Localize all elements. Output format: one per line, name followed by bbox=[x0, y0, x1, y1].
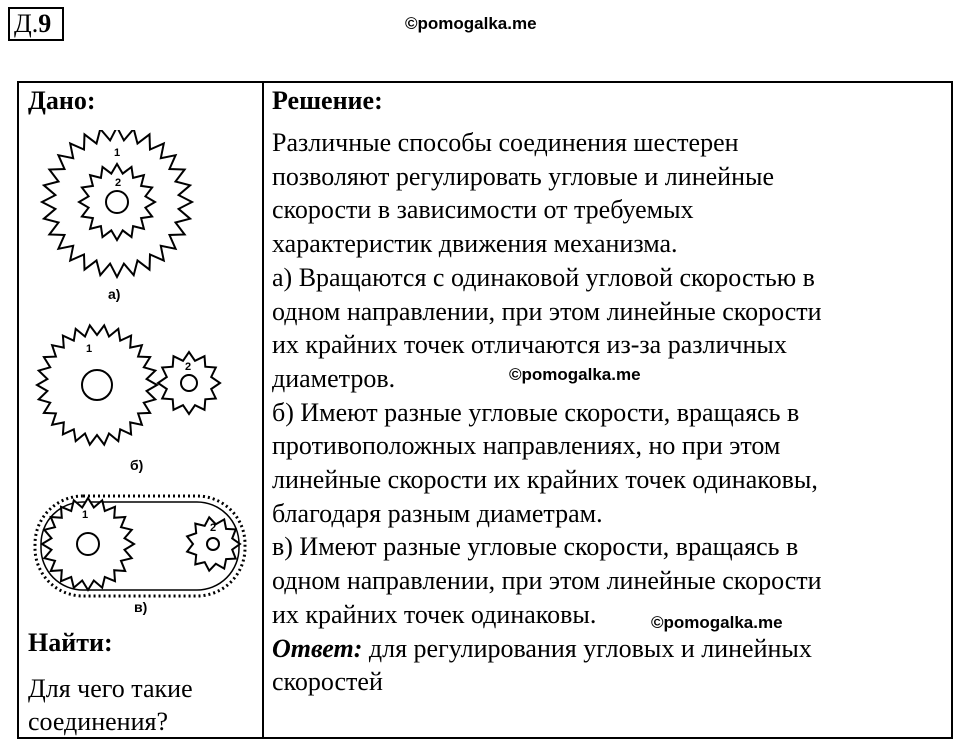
task-number-box bbox=[8, 7, 64, 41]
find-heading: Найти: bbox=[28, 628, 113, 657]
gear-b2-hub-icon bbox=[181, 375, 197, 391]
solution-line: б) Имеют разные угловые скорости, вращаясь в bbox=[272, 397, 800, 427]
task-prefix: Д. bbox=[14, 9, 39, 38]
solution-line: Различные способы соединения шестерен bbox=[272, 128, 739, 157]
gear-b1-label: 1 bbox=[86, 343, 93, 355]
solution-text bbox=[272, 126, 948, 699]
gear-b2-label: 2 bbox=[185, 361, 192, 373]
answer-label: Ответ: bbox=[272, 633, 363, 663]
solution-line: линейные скорости их крайних точек одинаковы, bbox=[272, 465, 818, 495]
solution-line: позволяют регулировать угловые и линейные bbox=[272, 161, 774, 191]
task-number: 9 bbox=[38, 9, 52, 38]
watermark-bottom: ©pomogalka.me bbox=[651, 613, 783, 632]
solution-heading: Решение: bbox=[272, 86, 383, 115]
find-line: соединения? bbox=[28, 707, 168, 736]
gear-b1-hub-icon bbox=[82, 370, 112, 400]
solution-line: характеристик движения механизма. bbox=[272, 229, 678, 259]
solution-line: диаметров. bbox=[272, 363, 396, 393]
solution-line: а) Вращаются с одинаковой угловой скоростью в bbox=[272, 262, 815, 292]
figure-c-caption: в) bbox=[134, 599, 148, 615]
solution-line: одном направлении, при этом линейные скорости bbox=[272, 296, 822, 326]
answer-text: для регулирования угловых и линейных bbox=[362, 633, 812, 663]
gear-c1-hub-icon bbox=[77, 533, 99, 555]
find-line: Для чего такие bbox=[28, 674, 193, 703]
gear-c1-label: 1 bbox=[82, 509, 89, 521]
figure-a-caption: а) bbox=[108, 286, 121, 302]
column-divider bbox=[262, 81, 264, 739]
gear-c2-hub-icon bbox=[207, 538, 219, 550]
gear-a2-label: 2 bbox=[115, 177, 122, 189]
gear-c2-label: 2 bbox=[210, 522, 217, 534]
answer-line: скоростей bbox=[272, 667, 383, 697]
watermark-middle: ©pomogalka.me bbox=[509, 365, 641, 384]
solution-line: благодаря разным диаметрам. bbox=[272, 498, 603, 528]
solution-line: в) Имеют разные угловые скорости, вращаясь в bbox=[272, 532, 799, 562]
solution-line: противоположных направлениях, но при этом bbox=[272, 431, 781, 461]
gear-figures bbox=[30, 130, 255, 620]
solution-line: их крайних точек одинаковы. bbox=[272, 599, 597, 629]
gear-a1-label: 1 bbox=[114, 147, 121, 159]
find-question bbox=[28, 672, 260, 738]
given-heading: Дано: bbox=[28, 86, 96, 115]
solution-line: их крайних точек отличаются из-за различных bbox=[272, 330, 787, 360]
gear-a-hub-icon bbox=[106, 191, 128, 213]
solution-line: скорости в зависимости от требуемых bbox=[272, 195, 694, 225]
watermark-top: ©pomogalka.me bbox=[405, 14, 537, 33]
answer-line bbox=[272, 632, 948, 666]
figure-b-caption: б) bbox=[130, 457, 144, 473]
solution-line: одном направлении, при этом линейные скорости bbox=[272, 566, 822, 596]
